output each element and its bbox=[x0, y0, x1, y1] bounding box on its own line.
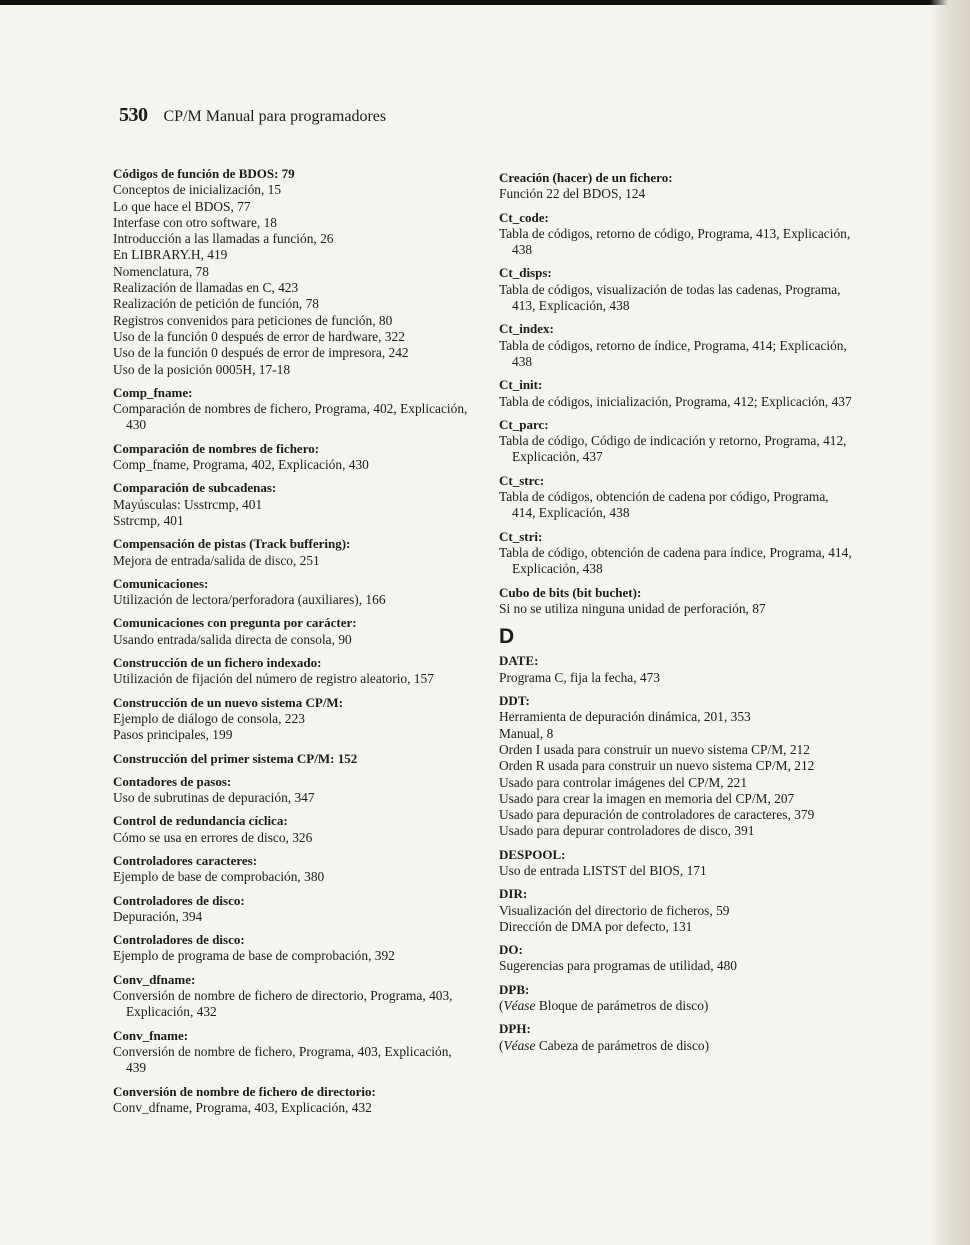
index-subentry: Usando entrada/salida directa de consola, 90 bbox=[113, 631, 352, 647]
index-subentry: Tabla de códigos, visualización de todas las cadenas, Programa, 413, Explicación, 438 bbox=[499, 281, 841, 314]
index-subentry: Mejora de entrada/salida de disco, 251 bbox=[113, 552, 320, 568]
index-subentry: Mayúsculas: Usstrcmp, 401 bbox=[113, 496, 263, 512]
index-entry bbox=[499, 847, 854, 880]
index-subentry: Dirección de DMA por defecto, 131 bbox=[499, 918, 693, 934]
index-column-right bbox=[499, 170, 854, 1061]
index-entry bbox=[113, 774, 468, 807]
page-number: 530 bbox=[119, 104, 148, 126]
index-term: Ct_stri: bbox=[499, 528, 543, 544]
index-subentry: Tabla de códigos, retorno de índice, Programa, 414; Explicación, 438 bbox=[499, 337, 847, 369]
index-term: Contadores de pasos: bbox=[113, 773, 232, 789]
index-column-left bbox=[113, 166, 468, 1123]
index-subentry: Uso de subrutinas de depuración, 347 bbox=[113, 790, 315, 806]
index-entry bbox=[113, 480, 468, 529]
index-subentry: Cómo se usa en errores de disco, 326 bbox=[113, 829, 313, 845]
index-entry bbox=[499, 265, 854, 314]
index-subentry: Uso de entrada LISTST del BIOS, 171 bbox=[499, 862, 707, 878]
index-term: Controladores caracteres: bbox=[113, 852, 258, 868]
index-entry bbox=[113, 441, 468, 474]
index-term: Comparación de nombres de fichero: bbox=[113, 440, 320, 456]
index-entry bbox=[499, 473, 854, 522]
index-term: Controladores de disco: bbox=[113, 892, 245, 908]
index-entry bbox=[499, 982, 854, 1015]
scan-page-edge bbox=[930, 0, 970, 1245]
index-term: Ct_init: bbox=[499, 377, 543, 393]
index-entry bbox=[113, 615, 468, 648]
index-subentry: Manual, 8 bbox=[499, 725, 554, 741]
index-entry bbox=[113, 932, 468, 965]
index-subentry: Realización de petición de función, 78 bbox=[113, 296, 319, 312]
index-subentry: Tabla de códigos, retorno de código, Programa, 413, Explicación, 438 bbox=[499, 225, 851, 258]
index-term: Compensación de pistas (Track buffering): bbox=[113, 536, 351, 552]
index-entry bbox=[113, 536, 468, 569]
index-entry bbox=[499, 585, 854, 618]
index-term: Creación (hacer) de un fichero: bbox=[499, 170, 673, 185]
index-term: Conversión de nombre de fichero de directorio: bbox=[113, 1083, 376, 1099]
index-subentry: Utilización de lectora/perforadora (auxiliares), 166 bbox=[113, 592, 386, 608]
page-header bbox=[119, 104, 386, 127]
index-entry bbox=[499, 170, 854, 203]
see-reference: Véase bbox=[503, 1037, 536, 1053]
index-term: Cubo de bits (bit buchet): bbox=[499, 584, 642, 600]
index-subentry: Interfase con otro software, 18 bbox=[113, 214, 277, 230]
index-subentry: (Véase Bloque de parámetros de disco) bbox=[499, 998, 709, 1014]
see-target: Bloque de parámetros de disco) bbox=[538, 998, 709, 1014]
index-subentry: Herramienta de depuración dinámica, 201, 353 bbox=[499, 709, 751, 725]
index-entry bbox=[113, 853, 468, 886]
index-term: Ct_disps: bbox=[499, 265, 552, 281]
index-subentry: Conversión de nombre de fichero de directorio, Programa, 403, Explicación, 432 bbox=[113, 988, 453, 1020]
index-term: Comp_fname: bbox=[113, 384, 193, 400]
index-term: Construcción de un nuevo sistema CP/M: bbox=[113, 694, 344, 710]
index-subentry: Uso de la función 0 después de error de hardware, 322 bbox=[113, 328, 405, 344]
index-entry bbox=[113, 655, 468, 688]
index-entry bbox=[499, 417, 854, 466]
index-subentry: Tabla de código, obtención de cadena para índice, Programa, 414, Explicación, 438 bbox=[499, 544, 852, 577]
index-term: Controladores de disco: bbox=[113, 932, 245, 948]
index-subentry: Utilización de fijación del número de registro aleatorio, 157 bbox=[113, 671, 434, 687]
index-subentry: Tabla de códigos, obtención de cadena por código, Programa, 414, Explicación, 438 bbox=[499, 489, 829, 521]
index-term: Control de redundancia cíclica: bbox=[113, 813, 288, 829]
index-subentry: Conversión de nombre de fichero, Programa, 403, Explicación, 439 bbox=[113, 1043, 452, 1076]
see-target: Cabeza de parámetros de disco) bbox=[538, 1037, 710, 1053]
index-term: DO: bbox=[499, 942, 523, 958]
index-entry bbox=[499, 210, 854, 259]
index-term: DESPOOL: bbox=[499, 846, 566, 862]
index-entry bbox=[113, 166, 468, 378]
index-entry bbox=[113, 576, 468, 609]
index-subentry: Nomenclatura, 78 bbox=[113, 263, 209, 279]
index-entry bbox=[113, 1028, 468, 1077]
index-subentry: Programa C, fija la fecha, 473 bbox=[499, 669, 661, 685]
see-reference: Véase bbox=[503, 998, 536, 1014]
index-subentry: Usado para depuración de controladores de caracteres, 379 bbox=[499, 807, 815, 823]
index-term: Conv_dfname: bbox=[113, 971, 196, 987]
index-subentry: (Véase Cabeza de parámetros de disco) bbox=[499, 1037, 710, 1053]
index-subentry: Sstrcmp, 401 bbox=[113, 512, 184, 528]
index-subentry: Realización de llamadas en C, 423 bbox=[113, 280, 299, 296]
index-term: Conv_fname: bbox=[113, 1027, 189, 1043]
index-subentry: Si no se utiliza ninguna unidad de perforación, 87 bbox=[499, 600, 766, 616]
index-subentry: Pasos principales, 199 bbox=[113, 727, 233, 743]
index-subentry: Uso de la posición 0005H, 17-18 bbox=[113, 361, 291, 377]
index-subentry: Usado para controlar imágenes del CP/M, 221 bbox=[499, 774, 748, 790]
index-entry bbox=[113, 972, 468, 1021]
index-term: Comparación de subcadenas: bbox=[113, 480, 277, 496]
index-term: DPB: bbox=[499, 981, 530, 997]
index-entry bbox=[113, 893, 468, 926]
index-subentry: Usado para crear la imagen en memoria del CP/M, 207 bbox=[499, 790, 795, 806]
index-subentry: Introducción a las llamadas a función, 26 bbox=[113, 231, 334, 247]
index-subentry: Conv_dfname, Programa, 403, Explicación, 432 bbox=[113, 1099, 372, 1115]
index-entry bbox=[113, 813, 468, 846]
index-subentry: Orden R usada para construir un nuevo sistema CP/M, 212 bbox=[499, 758, 815, 774]
index-subentry: Orden I usada para construir un nuevo sistema CP/M, 212 bbox=[499, 741, 810, 757]
index-term: Comunicaciones con pregunta por carácter: bbox=[113, 615, 357, 631]
index-subentry: Visualización del directorio de ficheros, 59 bbox=[499, 902, 730, 918]
index-term: Construcción de un fichero indexado: bbox=[113, 655, 322, 671]
index-entry bbox=[499, 377, 854, 410]
index-term: Ct_parc: bbox=[499, 416, 549, 432]
index-entry bbox=[113, 385, 468, 434]
index-term: Construcción del primer sistema CP/M: 152 bbox=[113, 750, 358, 766]
index-subentry: Tabla de códigos, inicialización, Programa, 412; Explicación, 437 bbox=[499, 393, 852, 409]
index-term: Ct_code: bbox=[499, 209, 549, 225]
index-section-letter: D bbox=[499, 625, 515, 649]
index-subentry: En LIBRARY.H, 419 bbox=[113, 247, 228, 263]
book-title: CP/M Manual para programadores bbox=[163, 108, 387, 125]
index-entry bbox=[113, 695, 468, 744]
index-term: Ct_index: bbox=[499, 321, 554, 337]
index-subentry: Ejemplo de base de comprobación, 380 bbox=[113, 869, 325, 885]
index-subentry: Depuración, 394 bbox=[113, 908, 203, 924]
index-entry bbox=[499, 942, 854, 975]
index-term: Códigos de función de BDOS: 79 bbox=[113, 166, 295, 181]
index-subentry: Uso de la función 0 después de error de impresora, 242 bbox=[113, 345, 409, 361]
index-entry bbox=[499, 886, 854, 935]
index-subentry: Función 22 del BDOS, 124 bbox=[499, 186, 646, 202]
scan-top-edge bbox=[0, 0, 970, 5]
index-term: Comunicaciones: bbox=[113, 575, 209, 591]
index-subentry: Tabla de código, Código de indicación y retorno, Programa, 412, Explicación, 437 bbox=[499, 433, 847, 465]
index-subentry: Ejemplo de diálogo de consola, 223 bbox=[113, 710, 305, 726]
index-term: DPH: bbox=[499, 1021, 531, 1037]
index-entry bbox=[499, 693, 854, 840]
index-subentry: Registros convenidos para peticiones de función, 80 bbox=[113, 312, 393, 328]
index-term: DATE: bbox=[499, 653, 539, 669]
index-term: DDT: bbox=[499, 693, 530, 709]
index-entry bbox=[499, 321, 854, 370]
index-entry bbox=[499, 529, 854, 578]
index-entry bbox=[499, 653, 854, 686]
index-entry bbox=[499, 1021, 854, 1054]
index-subentry: Comparación de nombres de fichero, Programa, 402, Explicación, 430 bbox=[113, 401, 468, 433]
index-term: Ct_strc: bbox=[499, 472, 545, 488]
index-subentry: Comp_fname, Programa, 402, Explicación, 430 bbox=[113, 457, 369, 473]
index-entry bbox=[113, 751, 468, 767]
index-subentry: Conceptos de inicialización, 15 bbox=[113, 182, 282, 198]
index-term: DIR: bbox=[499, 886, 528, 902]
index-subentry: Usado para depurar controladores de disco, 391 bbox=[499, 823, 755, 839]
index-subentry: Ejemplo de programa de base de comprobación, 392 bbox=[113, 948, 395, 964]
index-subentry: Sugerencias para programas de utilidad, 480 bbox=[499, 958, 737, 974]
index-subentry: Lo que hace el BDOS, 77 bbox=[113, 198, 251, 214]
index-entry bbox=[113, 1084, 468, 1117]
